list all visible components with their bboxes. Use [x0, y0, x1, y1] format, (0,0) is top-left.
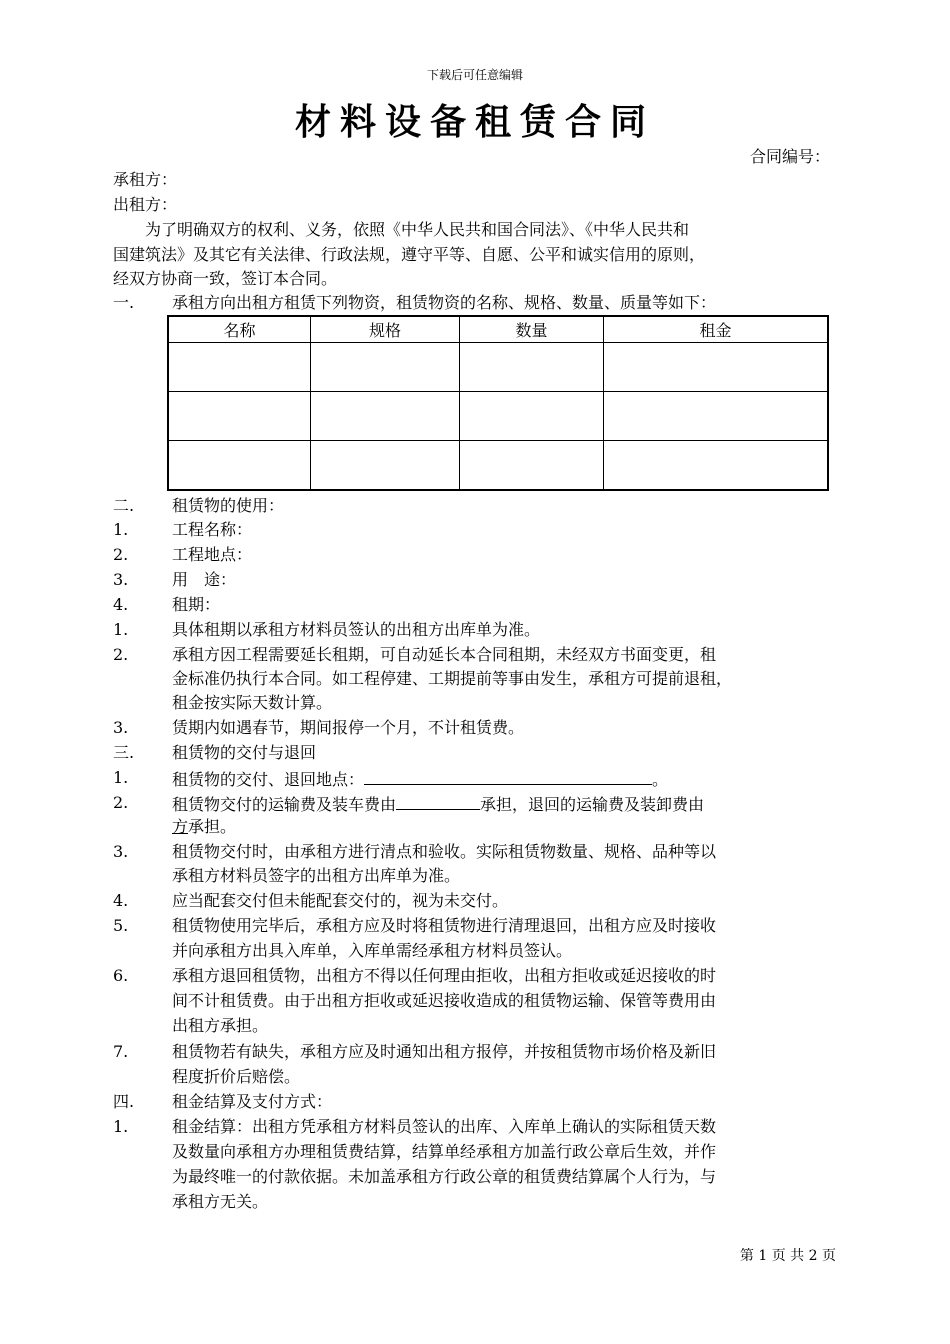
item-text	[172, 766, 668, 792]
section-number: 二.	[113, 496, 135, 515]
table-cell	[604, 392, 829, 441]
table-cell	[311, 343, 460, 392]
item-text: 承租方退回租赁物，出租方不得以任何理由拒收，出租方拒收或延迟接收的时	[172, 966, 717, 985]
preamble-line-1: 为了明确双方的权利、义务，依照《中华人民共和国合同法》、《中华人民共和	[145, 220, 690, 239]
item-text-after: 承担，退回的运输费及装卸费由	[480, 795, 705, 814]
table-row	[168, 343, 828, 392]
item-text: 租赁物若有缺失，承租方应及时通知出租方报停，并按租赁物市场价格及新旧	[172, 1042, 717, 1061]
table-row	[168, 441, 828, 491]
item-text: 出租方承担。	[172, 1016, 269, 1035]
lessor-label: 出租方：	[113, 195, 178, 214]
preamble-line-3: 经双方协商一致，签订本合同。	[113, 269, 338, 288]
section-heading: 租赁物的使用：	[172, 496, 285, 515]
header-note: 下载后可任意编辑	[426, 68, 523, 82]
table-cell	[604, 343, 829, 392]
lessee-label: 承租方：	[113, 170, 178, 189]
item-text-after: 。	[652, 770, 669, 789]
item-number: 3.	[113, 570, 129, 589]
section-heading: 租赁物的交付与退回	[172, 743, 317, 762]
table-cell	[460, 343, 604, 392]
item-text-rest: 承担。	[188, 817, 237, 836]
item-number: 1.	[113, 620, 129, 639]
item-text: 应当配套交付但未能配套交付的，视为未交付。	[172, 891, 509, 910]
fill-in-blank[interactable]	[396, 791, 480, 810]
table-cell	[604, 441, 829, 491]
item-number: 7.	[113, 1042, 129, 1061]
item-text	[172, 815, 236, 839]
item-text: 承租方材料员签字的出租方出库单为准。	[172, 866, 461, 885]
item-text	[172, 791, 704, 817]
table-cell	[168, 343, 311, 392]
item-text: 工程名称：	[172, 520, 253, 539]
item-number: 2.	[113, 645, 129, 664]
item-text: 租金结算：出租方凭承租方材料员签认的出库、入库单上确认的实际租赁天数	[172, 1117, 717, 1136]
item-number: 3.	[113, 718, 129, 737]
table-cell	[460, 392, 604, 441]
item-text: 租赁物使用完毕后，承租方应及时将租赁物进行清理退回，出租方应及时接收	[172, 916, 717, 935]
table-cell	[460, 441, 604, 491]
column-header-rent: 租金	[604, 316, 829, 343]
item-text: 用 途：	[172, 570, 237, 589]
document-title: 材料设备租赁合同	[294, 101, 655, 143]
item-text: 租赁物交付时，由承租方进行清点和验收。实际租赁物数量、规格、品种等以	[172, 842, 717, 861]
column-header-name: 名称	[168, 316, 311, 343]
item-number: 2.	[113, 793, 129, 812]
underlined-party: 方	[172, 817, 189, 836]
table-cell	[311, 441, 460, 491]
item-number: 1.	[113, 768, 129, 787]
table-cell	[168, 392, 311, 441]
item-text: 具体租期以承租方材料员签认的出租方出库单为准。	[172, 620, 541, 639]
item-text: 承租方因工程需要延长租期，可自动延长本合同租期，未经双方书面变更，租	[172, 645, 717, 664]
item-number: 5.	[113, 916, 129, 935]
item-text: 工程地点：	[172, 545, 253, 564]
section-number: 三.	[113, 743, 135, 762]
page-number: 第 1 页 共 2 页	[739, 1248, 836, 1264]
item-number: 4.	[113, 595, 129, 614]
item-text: 间不计租赁费。由于出租方拒收或延迟接收造成的租赁物运输、保管等费用由	[172, 991, 717, 1010]
section-heading: 承租方向出租方租赁下列物资，租赁物资的名称、规格、数量、质量等如下：	[172, 293, 717, 312]
item-number: 2.	[113, 545, 129, 564]
section-number: 一.	[113, 293, 135, 312]
table-cell	[311, 392, 460, 441]
table-header-row	[168, 316, 828, 343]
item-text: 租金按实际天数计算。	[172, 693, 333, 712]
item-text: 为最终唯一的付款依据。未加盖承租方行政公章的租赁费结算属个人行为，与	[172, 1167, 717, 1186]
section-number: 四.	[113, 1092, 135, 1111]
table-cell	[168, 441, 311, 491]
item-text-before: 租赁物的交付、退回地点：	[172, 770, 365, 789]
item-text: 并向承租方出具入库单，入库单需经承租方材料员签认。	[172, 941, 573, 960]
item-text: 程度折价后赔偿。	[172, 1067, 301, 1086]
column-header-spec: 规格	[311, 316, 460, 343]
item-text: 承租方无关。	[172, 1192, 269, 1211]
table-row	[168, 392, 828, 441]
item-text-before: 租赁物交付的运输费及装车费由	[172, 795, 397, 814]
item-number: 1.	[113, 1117, 129, 1136]
goods-table	[167, 315, 829, 491]
item-number: 1.	[113, 520, 129, 539]
item-number: 4.	[113, 891, 129, 910]
preamble-line-2: 国建筑法》及其它有关法律、行政法规，遵守平等、自愿、公平和诚实信用的原则，	[113, 245, 706, 264]
column-header-quantity: 数量	[460, 316, 604, 343]
item-text: 赁期内如遇春节，期间报停一个月，不计租赁费。	[172, 718, 525, 737]
item-text: 租期：	[172, 595, 221, 614]
fill-in-blank[interactable]	[364, 766, 652, 785]
item-text: 金标准仍执行本合同。如工程停建、工期提前等事由发生，承租方可提前退租，	[172, 669, 733, 688]
section-heading: 租金结算及支付方式：	[172, 1092, 333, 1111]
item-text: 及数量向承租方办理租赁费结算，结算单经承租方加盖行政公章后生效，并作	[172, 1142, 717, 1161]
item-number: 3.	[113, 842, 129, 861]
contract-number-label: 合同编号：	[749, 147, 830, 166]
item-number: 6.	[113, 966, 129, 985]
